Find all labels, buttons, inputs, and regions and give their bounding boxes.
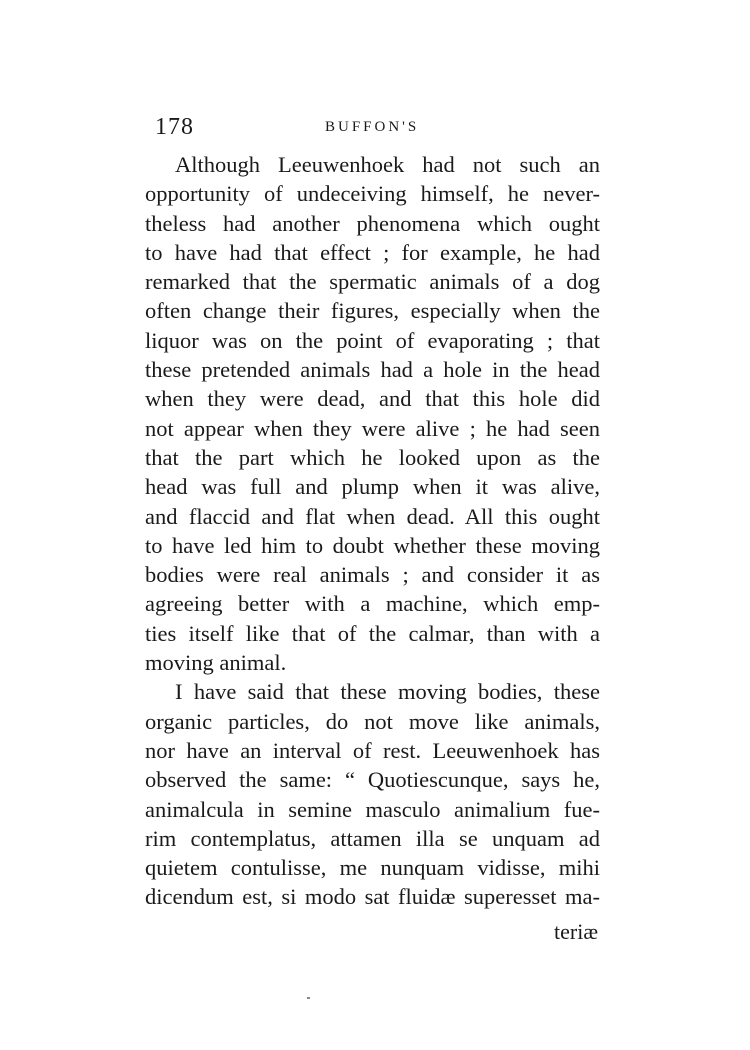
text-line: not appear when they were alive ; he had seen [145, 415, 600, 441]
text-line: and flaccid and flat when dead. All this ought [145, 503, 600, 529]
paragraph-1 [145, 150, 600, 677]
body-text [145, 150, 600, 912]
text-line: when they were dead, and that this hole did [145, 386, 600, 412]
text-line: organic particles, do not move like animals, [145, 708, 600, 734]
text-line: I have said that these moving bodies, these [175, 679, 600, 705]
text-line: Although Leeuwenhoek had not such an [175, 152, 600, 177]
text-line: rim contemplatus, attamen illa se unquam ad [145, 825, 600, 851]
running-head [155, 114, 595, 144]
page-number: 178 [155, 114, 194, 140]
paper-speck [307, 997, 310, 999]
text-line: opportunity of undeceiving himself, he never- [145, 181, 600, 207]
text-line: animalcula in semine masculo animalium fue- [145, 796, 600, 822]
text-line: dicendum est, si modo sat fluidæ superesset ma- [145, 884, 600, 910]
text-line: agreeing better with a machine, which emp- [145, 591, 600, 617]
catchword: teriæ [554, 919, 598, 944]
text-line: observed the same: “ Quotiescunque, says he, [145, 767, 600, 793]
text-line: theless had another phenomena which ought [145, 210, 600, 236]
text-line: often change their figures, especially when the [145, 298, 600, 324]
text-line: moving animal. [145, 650, 287, 676]
paragraph-2 [145, 677, 600, 911]
text-line: to have led him to doubt whether these moving [145, 532, 600, 558]
text-line: remarked that the spermatic animals of a dog [145, 269, 600, 295]
text-line: head was full and plump when it was alive, [145, 474, 600, 500]
running-title: BUFFON'S [325, 119, 420, 135]
text-line: quietem contulisse, me nunquam vidisse, mihi [145, 855, 600, 881]
text-line: these pretended animals had a hole in the head [145, 357, 600, 383]
text-line: liquor was on the point of evaporating ; that [145, 327, 600, 353]
text-line: ties itself like that of the calmar, than with a [145, 620, 600, 646]
text-line: nor have an interval of rest. Leeuwenhoek has [145, 737, 600, 763]
text-line: bodies were real animals ; and consider it as [145, 562, 600, 588]
text-line: that the part which he looked upon as the [145, 444, 600, 470]
text-line: to have had that effect ; for example, he had [145, 239, 600, 265]
